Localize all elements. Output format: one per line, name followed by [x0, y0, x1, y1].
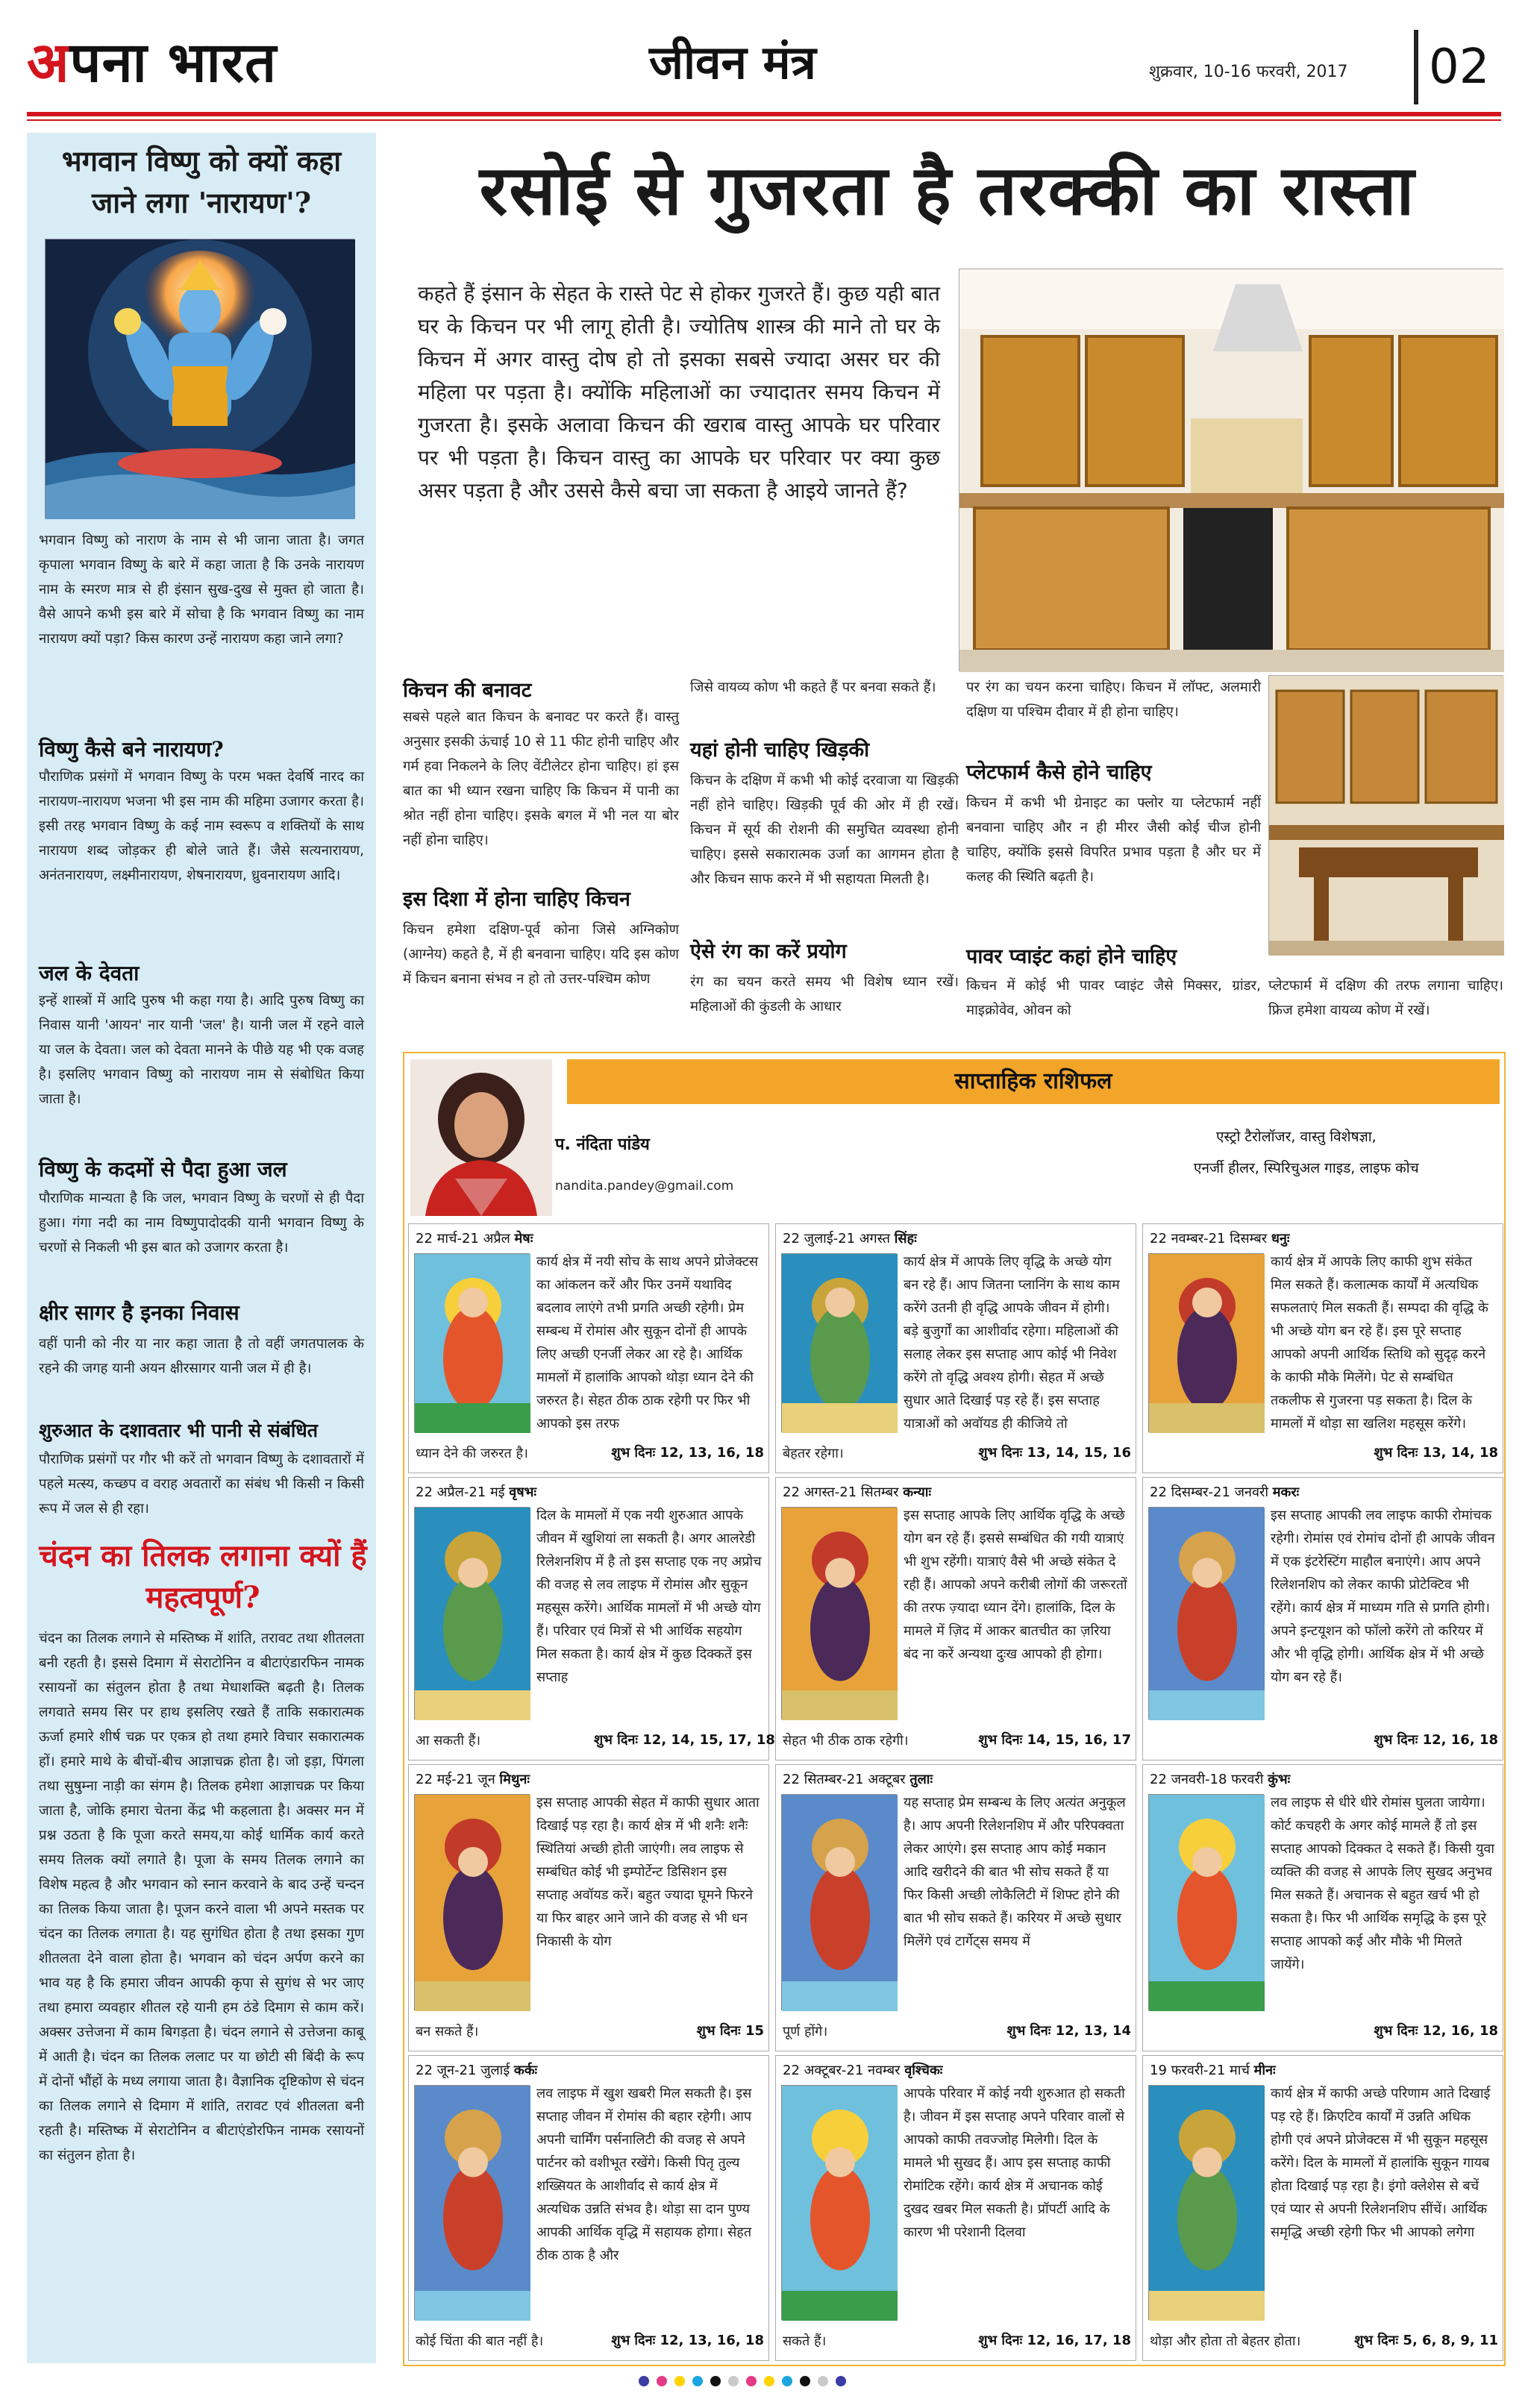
- heading-rang: ऐसे रंग का करें प्रयोग: [690, 940, 847, 963]
- rashi-date-range: [416, 1770, 766, 1788]
- rashi-tarot-card-image: [1148, 1507, 1264, 1719]
- left-intro: भगवान विष्णु को नाराण के नाम से भी जाना जाता है। जगत कृपाला भगवान विष्णु के बारे में कहा जाता है कि उनके नारायण नाम के स्मरण मात्र से ही इंसान सुख-दुख से मुक्त हो जाता है। वैसे आपने कभी इस बारे में सोचा है कि भगवान विष्णु का नाम नारायण क्यों पड़ा? किस कारण उन्हें नारायण कहा जाने लगा?: [39, 533, 364, 647]
- rashi-date-range: [783, 1229, 1133, 1247]
- rashi-name: कुंभः: [1268, 1772, 1291, 1787]
- rashi-tarot-card-image: [1148, 1794, 1264, 2010]
- rashi-prediction-text: यह सप्ताह प्रेम सम्बन्ध के लिए अत्यंत अनुकूल है। आप अपनी रिलेशनशिप में और परिपक्वता लेकर आएंगे। इस सप्ताह आप कोई मकान आदि खरीदने की बात भी सोच सकते हैं या फिर किसी अच्छी लोकैलिटी में शिफ्ट होने की बात भी सोच सकते हैं। करियर में अच्छे सुधार मिलेंगे एवं टार्गेट्स समय में: [904, 1795, 1126, 1949]
- kitchen-photo: [959, 269, 1503, 671]
- registration-dot: [639, 2376, 649, 2386]
- left-heading-5: शुरुआत के दशावतार भी पानी से संबंधित: [39, 1420, 319, 1441]
- left-paragraph-4: वहीं पानी को नीर या नार कहा जाता है तो वहीं जगतपालक के रहने की जगह यानी अयन क्षीरसागर यानी जल में ही है।: [39, 1336, 364, 1376]
- logo-text: पना भारत: [69, 31, 278, 95]
- rashi-date-range: [1150, 1483, 1500, 1501]
- rashi-name: मिथुनः: [499, 1772, 530, 1787]
- left-paragraph-1: पौराणिक प्रसंगों में भगवान विष्णु के परम भक्त देवर्षि नारद का नारायण-नारायण भजना भी इस नाम की महिमा उजागर करता है। इसी तरह भगवान विष्णु के कई नाम स्वरूप व शक्तियों के साथ नारायण शब्द जोड़कर ही बोले जाते हैं। जैसे सत्यनारायण, अनंतनारायण, लक्ष्मीनारायण, शेषनारायण, ध्रुवनारायण आदि।: [39, 769, 364, 883]
- rashi-prediction-tail: सकते हैं।: [783, 2333, 827, 2349]
- rashi-prediction-tail: कोई चिंता की बात नहीं है।: [416, 2333, 544, 2349]
- vishnu-illustration: [45, 239, 354, 518]
- feature-lead: कहते हैं इंसान के सेहत के रास्ते पेट से होकर गुजरते हैं। कुछ यही बात घर के किचन पर भी लागू होती है। ज्योतिष शास्त्र की माने तो घर के किचन में अगर वास्तु दोष हो तो इसका सबसे ज्यादा असर घर की महिला पर पड़ता है। क्योंकि महिलाओं का ज्यादातर समय किचन में गुजरता है। इसके अलावा किचन की खराब वास्तु आपके घर परिवार पर भी पड़ता है। किचन वास्तु का आपके घर परिवार पर क्या कुछ असर पड़ता है और उससे कैसे बचा जा सकता है आइये जानते हैं?: [418, 281, 940, 503]
- text-col3-top: पर रंग का चयन करना चाहिए। किचन में लॉफ्ट, अलमारी दक्षिण या पश्चिम दीवार में ही होना चाहिए।: [966, 680, 1261, 720]
- rashi-prediction-text: कार्य क्षेत्र में नयी सोच के साथ अपने प्रोजेक्टस का आंकलन करें और फिर उनमें यथाविद बदलाव लाएंगे तभी प्रगति अच्छी रहेगी। प्रेम सम्बन्ध में रोमांस और सुकून दोनों ही आपके लिए अच्छी एनर्जी लेकर आ रहे है। आर्थिक मामलों में हालांकि आपको थोड़ा ध्यान देने की जरुरत है। सेहत ठीक ठाक रहेगी पर फिर भी आपको इस तरफ: [536, 1254, 759, 1432]
- rashi-tarot-card-image: [781, 1507, 897, 1719]
- rashi-lucky-days: शुभ दिनः 12, 14, 15, 17, 18: [594, 1732, 775, 1748]
- page-number: 02: [1414, 30, 1503, 104]
- header-rule: [27, 112, 1501, 116]
- heading-platform: प्लेटफार्म कैसे होने चाहिए: [966, 761, 1152, 784]
- section-title: जीवन मंत्र: [649, 35, 816, 90]
- registration-dot: [657, 2376, 667, 2386]
- author-photo: [410, 1059, 552, 1216]
- rashi-date-range: [1150, 1229, 1500, 1247]
- rashi-name: मीनः: [1253, 2063, 1276, 2078]
- registration-dot: [746, 2376, 757, 2386]
- rashi-prediction-text: कार्य क्षेत्र में आपके लिए काफी शुभ संकेत मिल सकते हैं। कलात्मक कार्यों में अत्यधिक सफलताएं मिल सकती हैं। सम्पदा की वृद्धि के भी अच्छे योग बन रहे हैं। इस पूरे सप्ताह आपको अपनी आर्थिक स्तिथि को सुदृढ़ करने के काफी मौके मिलेंगे। पेट से सम्बंधित तकलीफ से गुजरना पड़ सकता है। दिल के मामलों में थोड़ा सा खलिश महसूस करेंगे।: [1271, 1254, 1488, 1432]
- rashi-date: 22 मार्च-21 अप्रैल: [416, 1231, 515, 1247]
- rashi-prediction-text: कार्य क्षेत्र में आपके लिए वृद्धि के अच्छे योग बन रहे हैं। आप जितना प्लानिंग के साथ काम करेंगे उतनी ही वृद्धि आपके जीवन में होगी। बड़े बुजुर्गों का आशीर्वाद रहेगा। महिलाओं की सलाह लेकर इस सप्ताह आप कोई भी निवेश करेंगे तो वृद्धि अवश्य होगी। सेहत में अच्छे सुधार आते दिखाई पड़ रहे हैं। इस सप्ताह यात्राओं को अवॉयड ही कीजिये तो: [904, 1254, 1120, 1432]
- left-paragraph-5: पौराणिक प्रसंगों पर गौर भी करें तो भगवान विष्णु के दशावतारों में पहले मत्स्य, कच्छप व वराह अवतारों का संबंध भी किसी न किसी रूप में जल से ही रहा।: [39, 1452, 364, 1517]
- rashi-prediction-tail: बेहतर रहेगा।: [783, 1446, 844, 1461]
- registration-dot: [800, 2376, 810, 2386]
- text-rang: रंग का चयन करते समय भी विशेष ध्यान रखें। महिलाओं की कुंडली के आधार: [690, 974, 959, 1015]
- text-khidki: किचन के दक्षिण में कभी भी कोई दरवाजा या खिड़की नहीं होने चाहिए। खिड़की पूर्व की ओर में ही रखें। किचन में सूर्य की रोशनी की समुचित व्यवस्था होनी चाहिए। इससे सकारात्मक उर्जा का आगमन होता है और किचन साफ करने में भी सहायता मिलती है।: [690, 773, 959, 887]
- masthead-logo: [27, 28, 355, 97]
- rashi-lucky-days: शुभ दिनः 14, 15, 16, 17: [978, 1732, 1131, 1748]
- rashi-date: 19 फरवरी-21 मार्च: [1150, 2063, 1254, 2078]
- rashi-date: 22 जून-21 जुलाई: [416, 2063, 514, 2078]
- rashi-date: 22 अक्टूबर-21 नवम्बर: [783, 2063, 905, 2078]
- rashi-name: मकरः: [1272, 1484, 1300, 1500]
- left-article-title: भगवान विष्णु को क्यों कहा जाने लगा 'नारायण'?: [61, 144, 342, 219]
- rashi-tarot-card-image: [781, 1253, 897, 1432]
- rashi-prediction-tail: आ सकती हैं।: [416, 1733, 481, 1749]
- rashi-date: 22 अप्रैल-21 मई: [416, 1484, 510, 1500]
- text-platform: किचन में कभी भी ग्रेनाइट का फ्लोर या प्लेटफार्म नहीं बनवाना चाहिए और न ही मीरर जैसी कोई चीज होनी चाहिए, क्योंकि इससे विपरित प्रभाव पड़ता है और घर में कलह की स्थिति बढ़ती है।: [966, 795, 1261, 885]
- left-paragraph-3: पौराणिक मान्यता है कि जल, भगवान विष्णु के चरणों से ही पैदा हुआ। गंगा नदी का नाम विष्णुपादोदकी यानी भगवान विष्णु के चरणों से निकली भी इस बात को उजागर करता है।: [39, 1191, 364, 1255]
- text-col2-top: जिसे वायव्य कोण भी कहते हैं पर बनवा सकते हैं।: [690, 680, 936, 695]
- rashi-date-range: [783, 1770, 1133, 1788]
- rashi-lucky-days: शुभ दिनः 13, 14, 15, 16: [978, 1445, 1131, 1461]
- registration-dot: [710, 2376, 721, 2386]
- rashi-date-range: [1150, 1770, 1500, 1788]
- logo-red-letter: अ: [27, 31, 70, 95]
- author-role-2: एनर्जी हीलर, स्पिरिचुअल गाइड, लाइफ कोच: [1194, 1160, 1419, 1176]
- rashi-prediction-tail: पूर्ण होंगे।: [783, 2024, 828, 2039]
- rashi-prediction-text: इस सप्ताह आपकी लव लाइफ काफी रोमांचक रहेगी। रोमांस एवं रोमांच दोनों ही आपके जीवन में एक इंटरेस्टिंग माहौल बनाएंगे। आप अपने रिलेशनशिप को लेकर काफी प्रोटेक्टिव भी रहेंगे। कार्य क्षेत्र में माध्यम गति से प्रगति होगी। अपने इन्टयूशन को फॉलो करेंगे तो करियर में और भी वृद्धि होगी। आर्थिक क्षेत्र में भी अच्छे योग बन रहे हैं।: [1271, 1508, 1495, 1685]
- rashi-date: 22 सितम्बर-21 अक्टूबर: [783, 1772, 910, 1787]
- rashi-prediction-text: इस सप्ताह आपके लिए आर्थिक वृद्धि के अच्छे योग बन रहे हैं। इससे सम्बंधित की गयी यात्राएं भी शुभ रहेंगी। यात्राएं वैसे भी अच्छे संकेत दे रही हैं। आपको अपने करीबी लोगों की जरूरतों की तरफ ज़्यादा ध्यान देंगे। हालांकि, दिल के मामले में ज़िद में आकर बातचीत का ज़रिया बंद ना करें अन्यथा दुःख आपको ही होगा।: [904, 1508, 1127, 1662]
- rashi-lucky-days: शुभ दिनः 12, 16, 18: [1374, 1732, 1498, 1748]
- feature-headline: रसोई से गुजरता है तरक्की का रास्ता: [479, 150, 1416, 231]
- rashi-date: 22 जनवरी-18 फरवरी: [1150, 1772, 1268, 1787]
- rashi-lucky-days: शुभ दिनः 12, 16, 17, 18: [978, 2333, 1131, 2348]
- left-heading-4: क्षीर सागर है इनका निवास: [39, 1300, 239, 1325]
- rashifal-title: साप्ताहिक राशिफल: [954, 1068, 1112, 1094]
- rashi-date: 22 नवम्बर-21 दिसम्बर: [1150, 1231, 1271, 1247]
- author-name: प. नंदिता पांडेय: [555, 1135, 650, 1154]
- rashi-prediction-text: लव लाइफ से धीरे धीरे रोमांस घुलता जायेगा। कोर्ट कचहरी के अगर कोई मामले हैं तो इस सप्ताह आपको दिक्कत दे सकते हैं। किसी युवा व्यक्ति की वजह से आपके लिए सुखद अनुभव मिल सकते हैं। अचानक से बहुत खर्च भी हो सकता है। फिर भी आर्थिक समृद्धि के इस पूरे सप्ताह आपको कई और मौके भी मिलते जायेंगे।: [1271, 1795, 1495, 1972]
- rashi-date-range: [416, 1229, 766, 1247]
- rashi-prediction-text: लव लाइफ में खुश खबरी मिल सकती है। इस सप्ताह जीवन में रोमांस की बहार रहेगी। आप अपनी चार्मिंग पर्सनालिटी की वजह से अपने पार्टनर को वशीभूत रखेंगे। किसी पितृ तुल्य शख्सियत के आशीर्वाद से कार्य क्षेत्र में अत्यधिक उन्नति संभव है। थोड़ा सा दान पुण्य आपकी आर्थिक वृद्धि में सहायक होगा। सेहत ठीक ठाक है और: [536, 2086, 752, 2263]
- rashi-prediction-tail: थोड़ा और होता तो बेहतर होता।: [1150, 2333, 1301, 2349]
- rashi-name: धनुः: [1271, 1231, 1290, 1247]
- rashi-name: कन्याः: [903, 1484, 932, 1500]
- rashi-lucky-days: शुभ दिनः 5, 6, 8, 9, 11: [1354, 2333, 1498, 2348]
- rashi-date-range: [416, 2061, 766, 2079]
- rashi-lucky-days: शुभ दिनः 12, 13, 14: [1006, 2023, 1131, 2039]
- rashi-prediction-tail: ध्यान देने की जरुरत है।: [416, 1446, 528, 1461]
- registration-dot: [836, 2376, 846, 2386]
- footer-color-strip: [27, 2372, 1504, 2392]
- registration-dot: [764, 2376, 774, 2386]
- rashi-date-range: [1150, 2061, 1500, 2079]
- text-banavat: सबसे पहले बात किचन के बनावट पर करते हैं। वास्तु अनुसार इसकी ऊंचाई 10 से 11 फीट होनी चाहिए और गर्म हवा निकलने के लिए वेंटीलेटर होना चाहिए। हां इस बात का भी ध्यान रखना चाहिए कि किचन में पानी का श्रोत नहीं होना चाहिए। इसके बगल में भी नल या बोर नहीं होना चाहिए।: [403, 709, 679, 848]
- rashi-tarot-card-image: [781, 1794, 897, 2010]
- chandan-text: चंदन का तिलक लगाने से मस्तिष्क में शांति, तरावट तथा शीतलता बनी रहती है। इससे दिमाग में सेराटोनिन व बीटाएंडारफिन नामक रसायनों का संतुलन होता है तथा मेधाशक्ति बढ़ती है। तिलक लगवाते समय सिर पर हाथ इसलिए रखते हैं ताकि सकारात्मक ऊर्जा हमारे शीर्ष चक्र पर एकत्र हो तथा हमारे विचार सकारात्मक हों। हमारे माथे के बीचों-बीच आज्ञाचक्र होता है। जो इड़ा, पिंगला तथा सुषुम्ना नाड़ी का संगम है। तिलक हमेशा आज्ञाचक्र पर किया जाता है, जोकि हमारा चेतना केंद्र भी कहलाता है। अक्सर मन में प्रश्न उठता है कि पूजा करते समय,या कोई धार्मिक कार्य करते समय तिलक क्यों लगाते है। पूजा के समय तिलक लगाने का विशेष महत्व है और भगवान को स्नान करवाने के बाद उन्हें चन्दन का तिलक किया जाता है। पूजन करने वाला भी अपने मस्तक पर चंदन का तिलक लगाता है। यह सुगंधित होता है तथा इसका गुण शीतलता देने वाला होता है। भगवान को चंदन अर्पण करने का भाव यह है कि हमारा जीवन आपकी कृपा से सुगंध से भर जाए तथा हमारा व्यवहार शीतल रहे यानी हम ठंडे दिमाग से काम करें। अक्सर उत्तेजना में काम बिगड़ता है। चंदन लगाने से उत्तेजना काबू में आती है। चंदन का तिलक ललाट पर या छोटी सी बिंदी के रूप में दोनों भौंहों के मध्य लगाया जाता है। वैज्ञानिक दृष्टिकोण से चंदन का तिलक लगाने से दिमाग में शांति, तरावट एवं शीतलता बनी रहती है। मस्तिष्क में सेराटोनिन व बीटाएंडोरफिन नामक रसायनों का संतुलन होता है।: [39, 1631, 364, 2163]
- rashi-prediction-tail: बन सकते हैं।: [416, 2024, 479, 2039]
- chandan-title: चंदन का तिलक लगाना क्यों हैं महत्वपूर्ण?: [39, 1538, 367, 1615]
- rashi-date: 22 अगस्त-21 सितम्बर: [783, 1484, 904, 1500]
- heading-khidki: यहां होनी चाहिए खिड़की: [690, 739, 870, 762]
- rashi-name: सिंहः: [894, 1231, 917, 1247]
- rashi-lucky-days: शुभ दिनः 12, 16, 18: [1374, 2023, 1498, 2039]
- rashi-name: वृषभः: [509, 1484, 536, 1500]
- left-heading-1: विष्णु कैसे बने नारायण?: [39, 737, 224, 762]
- rashi-tarot-card-image: [414, 2085, 530, 2320]
- registration-dot: [818, 2376, 828, 2386]
- rashi-name: वृश्चिकः: [904, 2063, 943, 2078]
- registration-dot: [728, 2376, 739, 2386]
- rashi-date-range: [416, 1483, 766, 1501]
- registration-dot: [782, 2376, 792, 2386]
- text-disha: किचन हमेशा दक्षिण-पूर्व कोना जिसे अग्निकोण (आग्नेय) कहते है, में ही बनवाना चाहिए। यदि इस कोण में किचन बनाना संभव न हो तो उत्तर-पश्चिम कोण: [403, 922, 679, 987]
- heading-banavat: किचन की बनावट: [403, 679, 532, 702]
- rashi-lucky-days: शुभ दिनः 15: [696, 2023, 764, 2039]
- rashi-date-range: [783, 2061, 1133, 2079]
- rashi-date: 22 जुलाई-21 अगस्त: [783, 1231, 895, 1247]
- text-power-2: प्लेटफार्म में दक्षिण की तरफ लगाना चाहिए। फ्रिज हमेशा वायव्य कोण में रखें।: [1268, 978, 1503, 1018]
- rashi-lucky-days: शुभ दिनः 12, 13, 16, 18: [611, 2333, 764, 2348]
- rashi-prediction-text: आपके परिवार में कोई नयी शुरुआत हो सकती है। जीवन में इस सप्ताह अपने परिवार वालों से आपको काफी तवज्जोह मिलेगी। दिल के मामले भी सुखद हैं। आप इस सप्ताह काफी रोमांटिक रहेंगे। कार्य क्षेत्र में अचानक कोई दुखद खबर मिल सकती है। प्रॉपर्टी आदि के कारण भी परेशानी दिलवा: [904, 2086, 1125, 2240]
- left-heading-2: जल के देवता: [39, 961, 140, 985]
- rashi-lucky-days: शुभ दिनः 12, 13, 16, 18: [611, 1445, 764, 1461]
- left-paragraph-2: इन्हें शास्त्रों में आदि पुरुष भी कहा गया है। आदि पुरुष विष्णु का निवास यानी 'आयन' नार यानी 'जल' है। यानी जल में रहने वाले या जल के देवता। जल को देवता मानने के पीछे यह भी एक वजह है। इसलिए भगवान विष्णु को नारायण नाम से संबोधित किया जाता है।: [39, 993, 364, 1107]
- rashi-prediction-text: कार्य क्षेत्र में काफी अच्छे परिणाम आते दिखाई पड़ रहे हैं। क्रिएटिव कार्यों में उन्नति अधिक होगी एवं अपने प्रोजेक्टस में भी सुकून महसूस करेंगे। दिल के मामलों में हालांकि सुकून गायब होता दिखाई पड़ रहा है। इंगो क्लेशेस से बचें एवं प्यार से अपनी रिलेशनशिप सींचें। आर्थिक समृद्धि अच्छी रहेगी फिर भी आपको लगेगा: [1271, 2086, 1491, 2240]
- text-power: किचन में कोई भी पावर प्वाइंट जैसे मिक्सर, ग्रांडर, माइक्रोवेव, ओवन को: [966, 978, 1261, 1018]
- rashi-tarot-card-image: [1148, 1253, 1264, 1432]
- rashi-lucky-days: शुभ दिनः 13, 14, 18: [1374, 1445, 1498, 1461]
- left-heading-3: विष्णु के कदमों से पैदा हुआ जल: [39, 1157, 287, 1182]
- rashi-prediction-text: इस सप्ताह आपकी सेहत में काफी सुधार आता दिखाई पड़ रहा है। कार्य क्षेत्र में भी शनैः शनैः स्थितियां अच्छी होती जाएंगी। लव लाइफ से सम्बंधित कोई भी इम्पोर्टेन्ट डिसिशन इस सप्ताह अवॉयड करें। बहुत ज्यादा घूमने फिरने या फिर बाहर आने जाने की वजह से भी धन निकासी के योग: [536, 1795, 760, 1949]
- rashi-name: कर्कः: [513, 2063, 538, 2078]
- rashi-tarot-card-image: [1148, 2085, 1264, 2320]
- rashi-tarot-card-image: [414, 1794, 530, 2010]
- rashi-name: मेषः: [514, 1231, 533, 1247]
- author-email[interactable]: nandita.pandey@gmail.com: [555, 1179, 734, 1194]
- rashi-name: तुलाः: [909, 1772, 933, 1787]
- author-role-1: एस्ट्रो टैरोलॉजर, वास्तु विशेषज्ञा,: [1216, 1129, 1377, 1145]
- dateline: शुक्रवार, 10-16 फरवरी, 2017: [1149, 63, 1348, 81]
- registration-dot: [674, 2376, 685, 2386]
- heading-power: पावर प्वाइंट कहां होने चाहिए: [966, 945, 1177, 968]
- rashi-prediction-tail: सेहत भी ठीक ठाक रहेगी।: [783, 1733, 909, 1749]
- rashi-date-range: [783, 1483, 1133, 1501]
- rashi-date: 22 मई-21 जून: [416, 1772, 500, 1787]
- registration-dot: [692, 2376, 703, 2386]
- kitchen-photo-2: [1268, 675, 1503, 955]
- heading-disha: इस दिशा में होना चाहिए किचन: [403, 888, 630, 911]
- rashi-tarot-card-image: [781, 2085, 897, 2320]
- rashi-tarot-card-image: [414, 1507, 530, 1719]
- header-rule-thin: [27, 119, 1501, 121]
- rashi-tarot-card-image: [414, 1253, 530, 1432]
- rashi-date: 22 दिसम्बर-21 जनवरी: [1150, 1484, 1273, 1500]
- rashi-prediction-text: दिल के मामलों में एक नयी शुरुआत आपके जीवन में खुशियां ला सकती है। अगर आलरेडी रिलेशनशिप में है तो इस सप्ताह एक नए अप्रोच की वजह से लव लाइफ में रोमांस और सुकून महसूस करेंगे। आर्थिक मामलों में भी अच्छे योग हैं। परिवार एवं मित्रों से भी आर्थिक सहयोग मिल सकता है। कार्य क्षेत्र में कुछ दिक्कतें इस सप्ताह: [536, 1508, 762, 1685]
